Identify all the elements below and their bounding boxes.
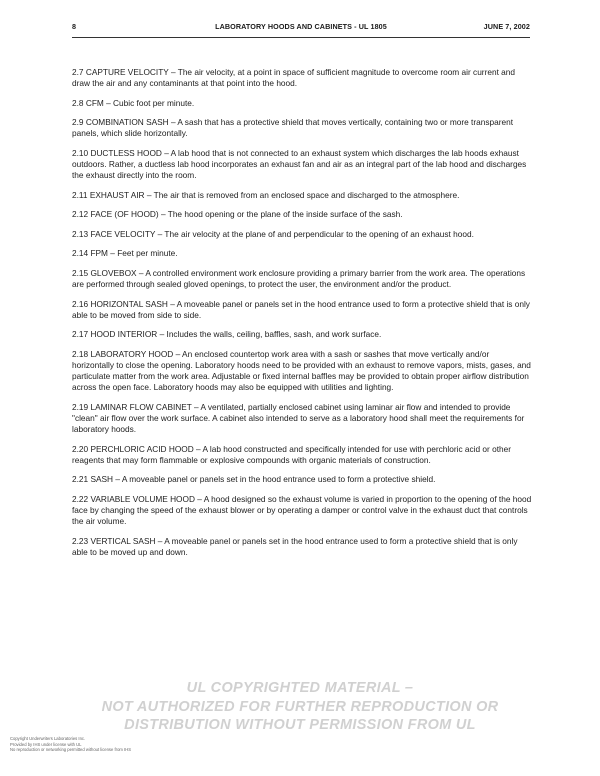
copyright-watermark (0, 679, 600, 735)
page-header (72, 22, 530, 34)
page-footer (10, 736, 131, 753)
definition-2-23: 2.23 VERTICAL SASH – A moveable panel or panels set in the hood entrance used to form a protective shield that is only able to be moved up and down. (72, 535, 518, 558)
definition-2-10: 2.10 DUCTLESS HOOD – A lab hood that is not connected to an exhaust system which discharges the lab hoods exhaust outdoors. Rather, a ductless lab hood incorporates an exhaust fan and air as an integral part of the lab hood and discharges the exhaust directly into the room. (72, 147, 527, 181)
definition-2-18: 2.18 LABORATORY HOOD – An enclosed countertop work area with a sash or sashes that move vertically and/or horizontally to close the opening. Laboratory hoods need to be provided with an exhaust to remove vapors, mists, gases, and particulate matter from the work area. Adjustable or fixed internal baffles may be provided to obtain proper airflow distribution across the open face. Laboratory hoods may also be equipped with utilities and lighting. (72, 348, 531, 393)
definitions-list (72, 67, 532, 567)
watermark-line-3: DISTRIBUTION WITHOUT PERMISSION FROM UL (124, 717, 476, 733)
definition-2-11: 2.11 EXHAUST AIR – The air that is removed from an enclosed space and discharged to the atmosphere. (72, 189, 460, 200)
page-number: 8 (72, 22, 77, 31)
definition-2-16: 2.16 HORIZONTAL SASH – A moveable panel or panels set in the hood entrance used to form a protective shield that is only able to be moved from side to side. (72, 298, 530, 320)
definition-2-8: 2.8 CFM – Cubic foot per minute. (72, 97, 195, 108)
footer-line-2: Provided by IHS under license with UL (10, 741, 82, 747)
definition-2-9: 2.9 COMBINATION SASH – A sash that has a protective shield that moves vertically, containing two or more transparent panels, which slide horizontally. (72, 117, 514, 139)
definition-2-20: 2.20 PERCHLORIC ACID HOOD – A lab hood constructed and specifically intended for use with perchloric acid or other reagents that may form flammable or explosive compounds with organic materials of construction. (72, 443, 512, 465)
footer-line-1: Copyright Underwriters Laboratories Inc. (10, 736, 86, 741)
document-date: JUNE 7, 2002 (483, 22, 530, 31)
definition-2-12: 2.12 FACE (OF HOOD) – The hood opening or the plane of the inside surface of the sash. (72, 209, 403, 220)
definition-2-13: 2.13 FACE VELOCITY – The air velocity at the plane of and perpendicular to the opening of an exhaust hood. (72, 228, 474, 239)
definition-2-22: 2.22 VARIABLE VOLUME HOOD – A hood designed so the exhaust volume is varied in proportion to the opening of the hood face by changing the speed of the exhaust blower or by operating a damper or control valve in the exhaust duct that controls the air volume. (72, 493, 532, 527)
footer-line-3: No reproduction or networking permitted without license from IHS (10, 747, 132, 752)
watermark-line-2: NOT AUTHORIZED FOR FURTHER REPRODUCTION OR (101, 698, 499, 715)
definition-2-21: 2.21 SASH – A moveable panel or panels set in the hood entrance used to form a protective shield. (72, 474, 436, 485)
definition-2-17: 2.17 HOOD INTERIOR – Includes the walls, ceiling, baffles, sash, and work surface. (72, 329, 382, 340)
definition-2-7: 2.7 CAPTURE VELOCITY – The air velocity, at a point in space of sufficient magnitude to overcome room air current and draw the air and any contaminants at that point into the hood. (72, 67, 516, 89)
watermark-line-1: UL COPYRIGHTED MATERIAL – (186, 680, 414, 696)
header-rule (72, 37, 530, 38)
definition-2-19: 2.19 LAMINAR FLOW CABINET – A ventilated, partially enclosed cabinet using laminar air flow and intended to provide "clean" air flow over the work surface. A cabinet also intended to serve as a laboratory hood shall meet the requirements for laboratory hoods. (72, 401, 525, 435)
definition-2-14: 2.14 FPM – Feet per minute. (72, 248, 178, 259)
definition-2-15: 2.15 GLOVEBOX – A controlled environment work enclosure providing a primary barrier from the work area. The operations are performed through sealed gloved openings, to protect the user, the environment and/or the product. (72, 267, 526, 290)
document-title: LABORATORY HOODS AND CABINETS - UL 1805 (215, 22, 387, 31)
